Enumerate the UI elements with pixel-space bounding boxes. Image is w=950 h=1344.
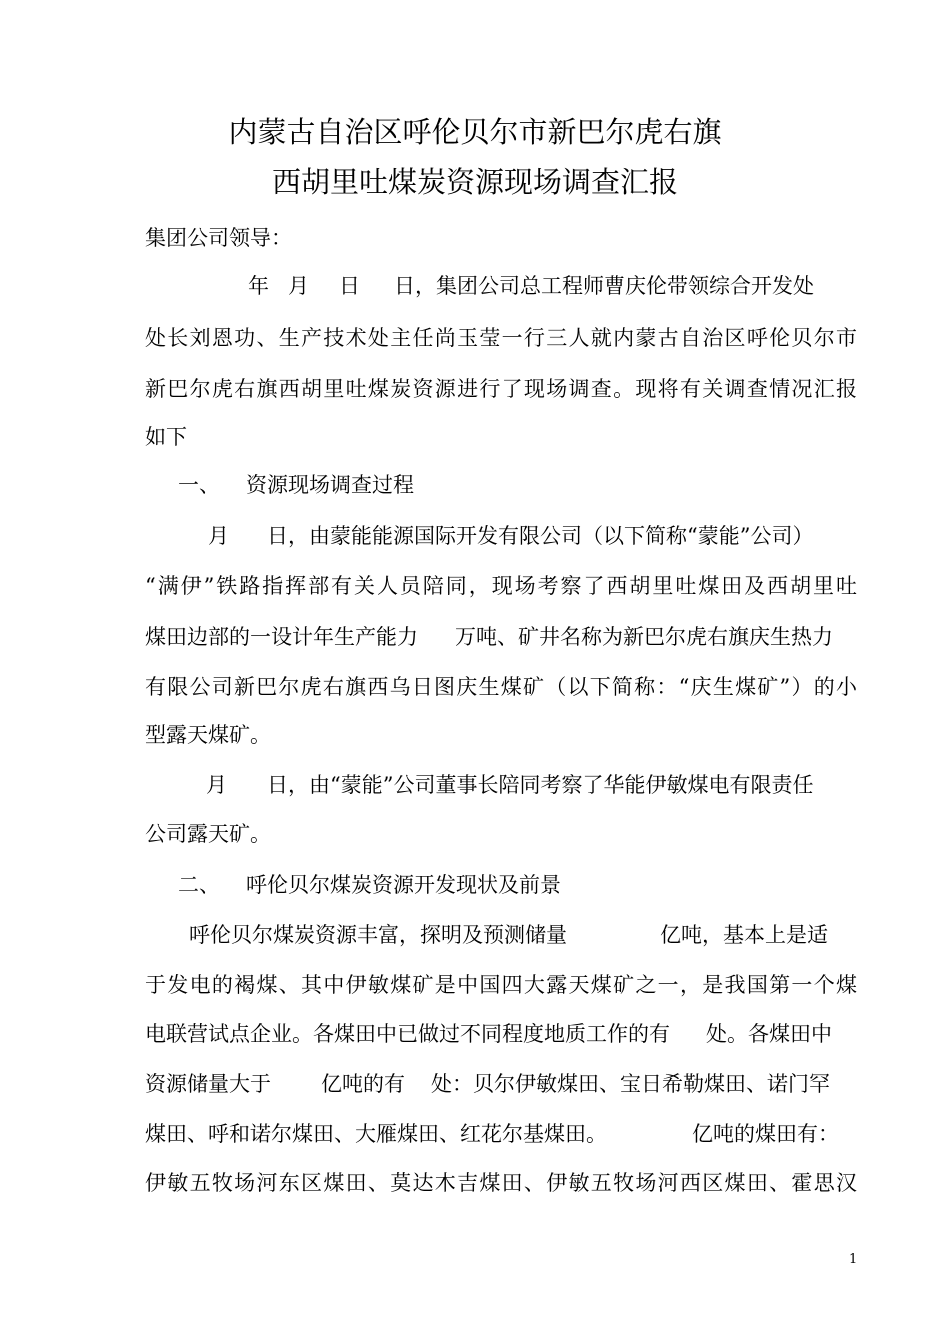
intro-date-day-1: 日 <box>339 274 360 298</box>
section-2-para-1-line-1 <box>145 922 828 948</box>
section-1-heading <box>145 472 414 498</box>
para-1-month: 月 <box>208 524 229 548</box>
intro-date-month: 月 <box>288 274 309 298</box>
para-2-day: 日 <box>267 773 288 797</box>
section-2-para-1-line-4 <box>145 1071 830 1097</box>
salutation: 集团公司领导： <box>145 226 292 250</box>
intro-line-2: 处长刘恩功、生产技术处主任尚玉莹一行三人就内蒙古自治区呼伦贝尔市 <box>145 326 857 350</box>
intro-date-year: 年 <box>248 274 269 298</box>
section-2-para-1-line-3 <box>145 1021 832 1047</box>
document-title-line-2: 西胡里吐煤炭资源现场调查汇报 <box>271 165 678 199</box>
s2-line-4-part-a: 资源储量大于 <box>145 1072 271 1096</box>
section-2-title: 呼伦贝尔煤炭资源开发现状及前景 <box>246 873 561 897</box>
section-1-para-1-line-3 <box>145 624 833 650</box>
section-1-para-1-line-5: 型露天煤矿。 <box>145 723 271 747</box>
s2-line-3-part-a: 电联营试点企业。各煤田中已做过不同程度地质工作的有 <box>145 1022 670 1046</box>
intro-line-3: 新巴尔虎右旗西胡里吐煤炭资源进行了现场调查。现将有关调查情况汇报 <box>145 377 857 401</box>
intro-date-day-2: 日 <box>394 274 415 298</box>
para-1-line-1-text: ，由蒙能能源国际开发有限公司（以下简称“蒙能”公司） <box>288 524 814 548</box>
para-2-month: 月 <box>206 773 227 797</box>
section-2-para-1-line-6: 伊敏五牧场河东区煤田、莫达木吉煤田、伊敏五牧场河西区煤田、霍思汉 <box>145 1171 857 1195</box>
s2-line-4-part-b: 亿吨的有 <box>321 1072 405 1096</box>
s2-line-1-part-a: 呼伦贝尔煤炭资源丰富，探明及预测储量 <box>189 923 567 947</box>
page-number: 1 <box>849 1252 858 1267</box>
section-1-title: 资源现场调查过程 <box>246 473 414 497</box>
section-1-para-2-line-2: 公司露天矿。 <box>145 822 271 846</box>
section-1-para-1-line-4: 有限公司新巴尔虎右旗西乌日图庆生煤矿（以下简称：“庆生煤矿”）的小 <box>145 675 857 699</box>
s2-line-5-part-a: 煤田、呼和诺尔煤田、大雁煤田、红花尔基煤田。 <box>145 1122 607 1146</box>
section-1-number: 一、 <box>178 473 220 497</box>
para-2-line-1-text: ，由“蒙能”公司董事长陪同考察了华能伊敏煤电有限责任 <box>288 773 814 797</box>
intro-line-4: 如下 <box>145 425 187 449</box>
para-1-line-3-part-b: 万吨、矿井名称为新巴尔虎右旗庆生热力 <box>455 625 833 649</box>
s2-line-1-part-b: 亿吨，基本上是适 <box>660 923 828 947</box>
s2-line-5-part-b: 亿吨的煤田有： <box>692 1122 839 1146</box>
section-2-para-1-line-5 <box>145 1121 839 1147</box>
s2-line-4-part-c: 处：贝尔伊敏煤田、宝日希勒煤田、诺门罕 <box>431 1072 830 1096</box>
section-2-para-1-line-2: 于发电的褐煤、其中伊敏煤矿是中国四大露天煤矿之一，是我国第一个煤 <box>145 973 857 997</box>
para-1-day: 日 <box>267 524 288 548</box>
section-1-para-2-line-1 <box>145 772 813 798</box>
intro-line-1-text: ，集团公司总工程师曹庆伦带领综合开发处 <box>415 274 814 298</box>
section-1-para-1-line-2: “满伊”铁路指挥部有关人员陪同，现场考察了西胡里吐煤田及西胡里吐 <box>145 574 857 598</box>
para-1-line-3-part-a: 煤田边部的一设计年生产能力 <box>145 625 418 649</box>
section-2-heading <box>145 872 561 898</box>
intro-line-1 <box>145 273 814 299</box>
section-1-para-1-line-1 <box>145 523 813 549</box>
section-2-number: 二、 <box>178 873 220 897</box>
s2-line-3-part-b: 处。各煤田中 <box>706 1022 832 1046</box>
document-title-line-1: 内蒙古自治区呼伦贝尔市新巴尔虎右旗 <box>228 115 722 149</box>
